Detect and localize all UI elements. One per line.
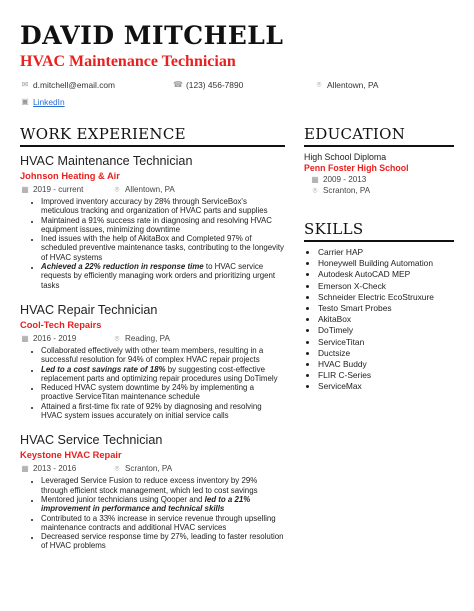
bullet-text: Collaborated effectively with other team members, resulting in a successful resolution for 94% of complex HVAC repair projects <box>41 345 264 365</box>
skill-item: • AkitaBox <box>318 314 454 325</box>
map-pin-icon: ⌾ <box>312 186 318 195</box>
skills-heading: SKILLS <box>304 220 454 242</box>
contact-phone[interactable] <box>173 79 314 91</box>
education-location <box>310 185 454 196</box>
job-bullet <box>41 346 285 365</box>
job-bullet <box>41 402 285 421</box>
skill-item: • Schneider Electric EcoStruxure <box>318 292 454 303</box>
job-dates: 2019 - current <box>33 185 84 194</box>
job-company: Johnson Heating & Air <box>20 171 120 181</box>
job-bullet <box>41 216 285 235</box>
education-dates <box>310 174 454 185</box>
right-column <box>304 125 454 551</box>
job-meta <box>20 185 285 195</box>
bullet-text: Improved inventory accuracy by 28% through ServiceBox's meticulous tracking and organization of HVAC parts and supplies <box>41 197 268 216</box>
calendar-icon: ▦ <box>21 464 29 474</box>
job-bullets <box>20 346 285 420</box>
job-location: Allentown, PA <box>125 185 175 194</box>
job-bullet <box>41 495 285 514</box>
left-column <box>20 125 285 551</box>
map-pin-icon: ⌾ <box>114 185 120 194</box>
job-bullet <box>41 197 285 216</box>
contact-email[interactable] <box>20 79 173 91</box>
job-company: Cool-Tech Repairs <box>20 319 102 330</box>
skill-item: • FLIR C-Series <box>318 370 454 381</box>
job-title: HVAC Maintenance Technician <box>20 154 193 168</box>
skill-item: • Emerson X-Check <box>318 281 454 292</box>
map-pin-icon: ⌾ <box>316 80 322 89</box>
job-bullet <box>41 532 285 551</box>
phone-icon: ☎ <box>173 80 183 89</box>
linkedin-row <box>20 96 454 108</box>
job-bullet <box>41 514 285 533</box>
bullet-text: Reduced HVAC system downtime by 24% by implementing a proactive ServiceTitan maintenance schedule <box>41 383 254 402</box>
bullet-text: Mentored junior technicians using Qooper and <box>41 494 205 504</box>
skill-item: • Testo Smart Probes <box>318 303 454 314</box>
skills-list <box>304 247 454 393</box>
education-dates-text: 2009 - 2013 <box>323 175 367 184</box>
candidate-name: DAVID MITCHELL <box>20 21 284 50</box>
bullet-text: Leveraged Service Fusion to reduce excess inventory by 29% through efficient stock management, which led to cost savings <box>41 476 258 495</box>
job-bullet <box>41 365 285 384</box>
skill-item: • Honeywell Building Automation <box>318 258 454 269</box>
job-title: HVAC Repair Technician <box>20 302 158 317</box>
education-degree: High School Diploma <box>304 152 387 162</box>
email-text: d.mitchell@email.com <box>33 80 116 90</box>
map-pin-icon: ⌾ <box>114 464 120 474</box>
candidate-role: HVAC Maintenance Technician <box>20 53 236 70</box>
job-location: Scranton, PA <box>125 464 173 474</box>
education-school: Penn Foster High School <box>304 163 409 173</box>
education-location-text: Scranton, PA <box>323 186 371 195</box>
contact-row <box>20 79 454 91</box>
skill-item: • DoTimely <box>318 325 454 336</box>
education-heading: EDUCATION <box>304 125 454 147</box>
calendar-icon: ▦ <box>21 333 29 343</box>
map-pin-icon: ⌾ <box>114 333 120 343</box>
bullet-text: to HVAC service requests by efficiently managing work orders and prioritizing urgent tasks <box>41 262 276 290</box>
contact-location <box>314 79 379 91</box>
job-meta <box>20 464 285 474</box>
job-bullets <box>20 476 285 550</box>
job-bullet <box>41 262 285 290</box>
job-bullets <box>20 197 285 290</box>
skill-item: • Ductsize <box>318 348 454 359</box>
linkedin-link[interactable]: LinkedIn <box>33 97 65 107</box>
job-location: Reading, PA <box>125 333 170 343</box>
bullet-text: Decreased service response time by 27%, leading to faster resolution of HVAC problems <box>41 532 284 551</box>
calendar-icon: ▦ <box>21 185 29 194</box>
skill-item: • Carrier HAP <box>318 247 454 258</box>
resume-columns <box>20 125 454 551</box>
skill-item: • HVAC Buddy <box>318 359 454 370</box>
job-meta <box>20 334 285 344</box>
phone-text: (123) 456-7890 <box>186 80 244 90</box>
location-text: Allentown, PA <box>327 80 379 90</box>
skill-item: • Autodesk AutoCAD MEP <box>318 269 454 280</box>
job-company: Keystone HVAC Repair <box>20 450 122 461</box>
linkedin-icon: ▣ <box>21 97 29 106</box>
work-experience-heading: WORK EXPERIENCE <box>20 125 285 147</box>
job-entry <box>20 433 285 550</box>
bullet-highlight: led to a 21% improvement in performance and technical skills <box>41 494 251 514</box>
skill-item: • ServiceMax <box>318 381 454 392</box>
bullet-text: Contributed to a 33% increase in service revenue through upselling maintenance contracts and additional HVAC services <box>41 513 276 532</box>
job-dates: 2013 - 2016 <box>33 464 77 474</box>
job-entry <box>20 303 285 420</box>
job-bullet <box>41 234 285 262</box>
bullet-text: Attained a first-time fix rate of 92% by diagnosing and resolving HVAC system issues accurately on initial service calls <box>41 401 262 421</box>
job-title: HVAC Service Technician <box>20 433 163 448</box>
bullet-text: Ined issues with the help of AkitaBox and Completed 97% of scheduled preventive maintenance tasks, contributing to the longevity of HVAC systems <box>41 234 285 262</box>
job-entry <box>20 154 285 290</box>
envelope-icon: ✉ <box>21 80 29 89</box>
job-dates: 2016 - 2019 <box>33 333 77 343</box>
skill-item: • ServiceTitan <box>318 337 454 348</box>
job-list <box>20 154 285 551</box>
job-bullet <box>41 383 285 402</box>
bullet-highlight: Led to a cost savings rate of 18% <box>41 364 166 374</box>
bullet-highlight: Achieved a 22% reduction in response time <box>41 262 204 272</box>
job-bullet <box>41 476 285 495</box>
bullet-text: by suggesting cost-effective replacement parts and optimizing repair procedures using DoTimely <box>41 364 278 383</box>
bullet-text: Maintained a 91% success rate in diagnosing and resolving HVAC equipment issues, minimizing downtime <box>41 215 273 234</box>
calendar-icon: ▦ <box>311 175 319 184</box>
